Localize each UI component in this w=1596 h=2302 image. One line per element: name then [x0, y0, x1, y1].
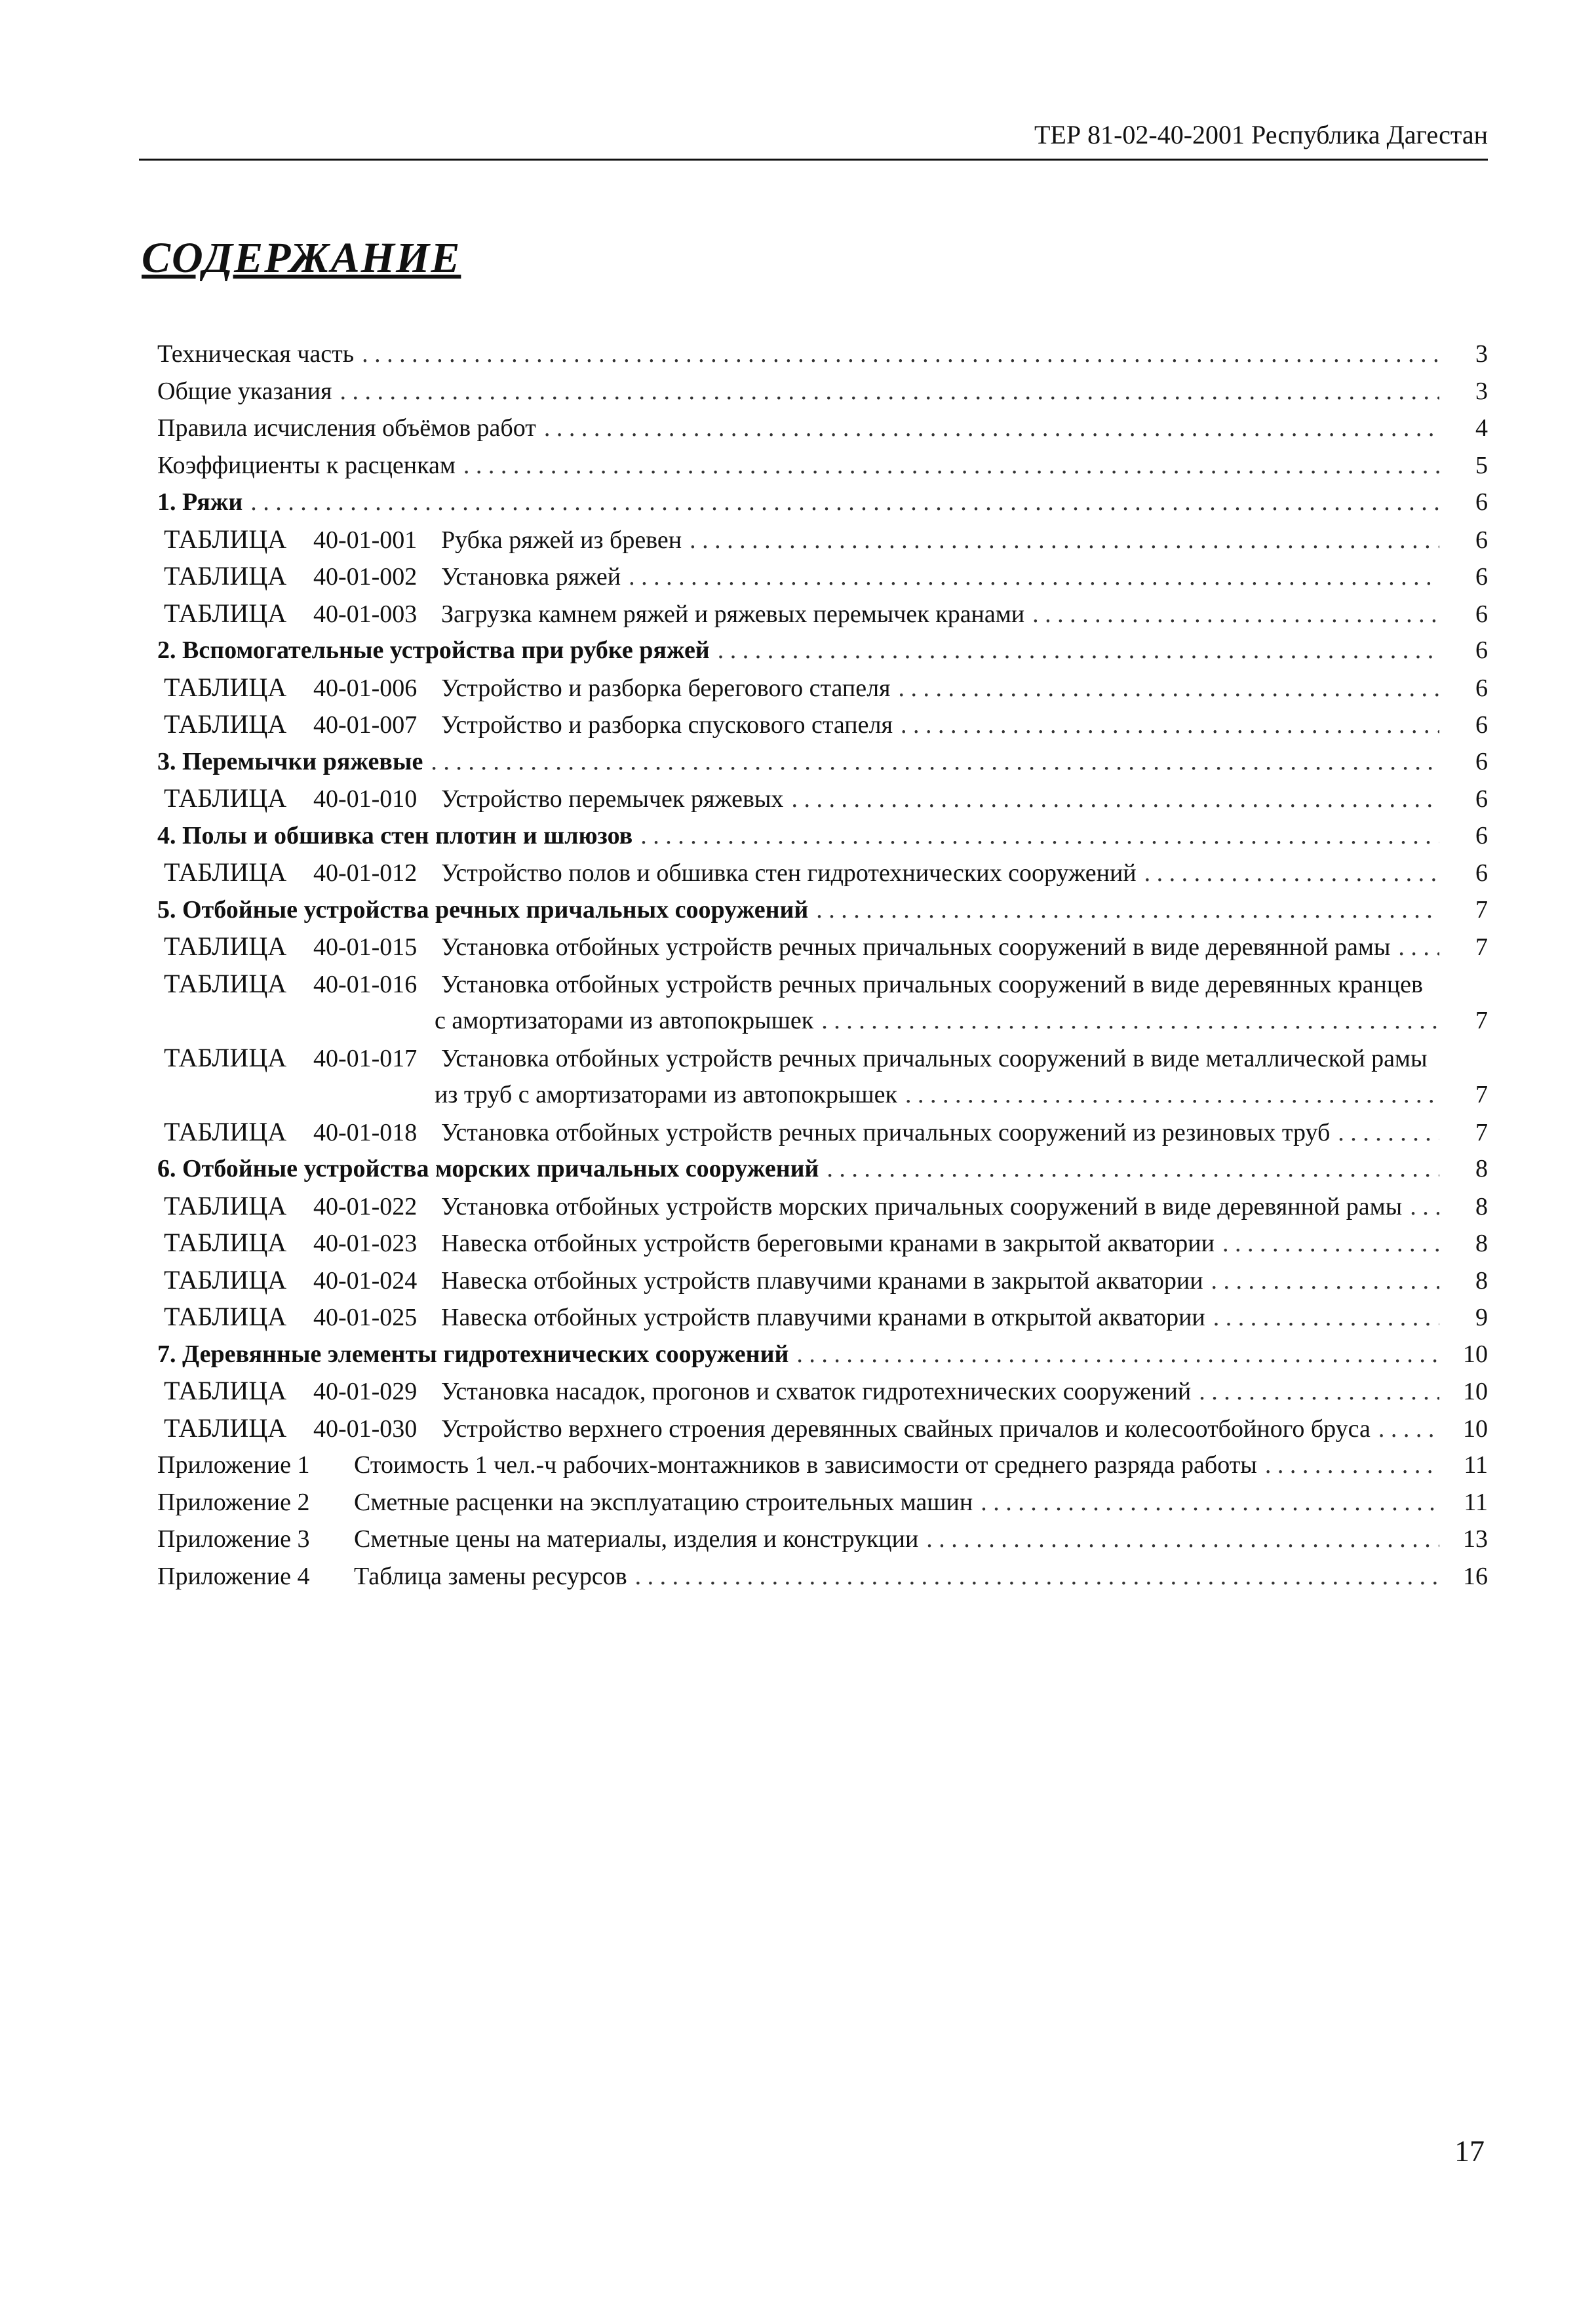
- toc-label: Устройство перемычек ряжевых: [441, 785, 784, 813]
- toc-line: [157, 966, 1488, 1003]
- table-code: 40-01-030: [313, 1414, 418, 1443]
- toc-entry[interactable]: [157, 336, 1488, 373]
- toc-label: Сметные цены на материалы, изделия и конструкции: [354, 1525, 919, 1553]
- toc-page: 6: [1475, 711, 1488, 739]
- table-code: 40-01-025: [313, 1304, 418, 1331]
- toc-line: [157, 1224, 1488, 1262]
- toc-line: [157, 891, 1488, 929]
- toc-page: 6: [1475, 600, 1488, 628]
- leader-dots: [796, 1336, 1439, 1373]
- toc-page: 7: [1475, 1118, 1488, 1146]
- toc-label-continued: из труб с амортизаторами из автопокрышек: [435, 1081, 897, 1108]
- toc-line-continued: [157, 1076, 1488, 1114]
- table-code: 40-01-001: [313, 526, 418, 554]
- toc-line: [157, 336, 1488, 373]
- toc-entry[interactable]: [157, 1150, 1488, 1188]
- toc-label: Сметные расценки на эксплуатацию строительных машин: [354, 1488, 973, 1516]
- toc-label: Загрузка камнем ряжей и ряжевых перемычек кранами: [441, 600, 1025, 628]
- table-code: 40-01-003: [313, 600, 418, 628]
- toc-page: 10: [1463, 1340, 1488, 1368]
- appendix-word: Приложение 2: [157, 1488, 310, 1516]
- leader-dots: [250, 484, 1439, 521]
- toc-label: Установка отбойных устройств речных причальных сооружений в виде металлической рамы: [441, 1044, 1428, 1072]
- toc-page: 6: [1475, 785, 1488, 813]
- toc-label: Установка отбойных устройств речных причальных сооружений из резиновых труб: [441, 1118, 1331, 1146]
- section-title: 1. Ряжи: [157, 488, 243, 516]
- toc-page: 6: [1475, 747, 1488, 775]
- toc-entry[interactable]: [157, 1410, 1488, 1447]
- table-word: ТАБЛИЦА: [164, 524, 287, 554]
- toc-entry[interactable]: [157, 780, 1488, 817]
- leader-dots: [1032, 596, 1439, 633]
- toc-entry[interactable]: [157, 410, 1488, 447]
- toc-entry[interactable]: [157, 447, 1488, 484]
- leader-dots: [901, 707, 1439, 744]
- toc-entry[interactable]: [157, 1336, 1488, 1373]
- leader-dots: [905, 1076, 1439, 1114]
- toc-page: 11: [1464, 1488, 1488, 1516]
- toc-line: [157, 1150, 1488, 1188]
- running-header: [139, 117, 1488, 161]
- toc-line: [157, 1521, 1488, 1558]
- toc-entry[interactable]: [157, 632, 1488, 669]
- toc-page: 6: [1475, 488, 1488, 516]
- toc-label: Установка ряжей: [441, 563, 621, 591]
- section-title: 2. Вспомогательные устройства при рубке ряжей: [157, 636, 710, 664]
- leader-dots: [1378, 1411, 1439, 1448]
- toc-entry[interactable]: [157, 854, 1488, 891]
- toc-line: [157, 743, 1488, 781]
- toc-page: 6: [1475, 563, 1488, 591]
- toc-line: [157, 1040, 1488, 1077]
- toc-label: Правила исчисления объёмов работ: [157, 414, 536, 442]
- leader-dots: [640, 817, 1439, 855]
- section-title: 7. Деревянные элементы гидротехнических сооружений: [157, 1340, 789, 1368]
- toc-label: Навеска отбойных устройств береговыми кранами в закрытой акватории: [441, 1230, 1215, 1257]
- leader-dots: [629, 558, 1439, 596]
- section-title: 3. Перемычки ряжевые: [157, 747, 423, 775]
- toc-entry[interactable]: [157, 891, 1488, 929]
- toc-entry[interactable]: [157, 706, 1488, 743]
- toc-label: Установка отбойных устройств речных причальных сооружений в виде деревянной рамы: [441, 933, 1391, 961]
- leader-dots: [635, 1558, 1439, 1595]
- table-code: 40-01-010: [313, 785, 418, 813]
- toc-line: [157, 706, 1488, 743]
- table-word: ТАБЛИЦА: [164, 1376, 287, 1405]
- toc-line: [157, 632, 1488, 669]
- toc-label: Устройство и разборка спускового стапеля: [441, 711, 893, 739]
- toc-line: [157, 447, 1488, 484]
- leader-dots: [791, 781, 1439, 818]
- leader-dots: [544, 410, 1439, 447]
- toc-page: 6: [1475, 859, 1488, 887]
- table-word: ТАБЛИЦА: [164, 561, 287, 591]
- toc-line: [157, 669, 1488, 707]
- table-word: ТАБЛИЦА: [164, 857, 287, 887]
- leader-dots: [340, 373, 1439, 410]
- toc-entry[interactable]: [157, 1224, 1488, 1262]
- toc-line: [157, 1188, 1488, 1225]
- table-word: ТАБЛИЦА: [164, 672, 287, 702]
- leader-dots: [1211, 1262, 1439, 1300]
- toc-entry[interactable]: [157, 1521, 1488, 1558]
- leader-dots: [899, 670, 1439, 707]
- toc-page: 7: [1475, 933, 1488, 961]
- toc-entry[interactable]: [157, 1373, 1488, 1410]
- leader-dots: [431, 743, 1439, 781]
- toc-label: Техническая часть: [157, 340, 355, 368]
- toc-label: Рубка ряжей из бревен: [441, 526, 682, 554]
- table-code: 40-01-015: [313, 933, 418, 961]
- table-word: ТАБЛИЦА: [164, 783, 287, 813]
- leader-dots: [690, 522, 1439, 559]
- leader-dots: [821, 1002, 1439, 1040]
- toc-entry[interactable]: [157, 595, 1488, 633]
- toc-line: [157, 558, 1488, 595]
- section-title: 6. Отбойные устройства морских причальных сооружений: [157, 1155, 819, 1182]
- table-code: 40-01-023: [313, 1230, 418, 1257]
- toc-line: [157, 1336, 1488, 1373]
- toc-entry[interactable]: [157, 1484, 1488, 1521]
- table-word: ТАБЛИЦА: [164, 1190, 287, 1220]
- table-word: ТАБЛИЦА: [164, 1116, 287, 1146]
- page-title: СОДЕРЖАНИЕ: [142, 234, 461, 282]
- toc-entry[interactable]: [157, 1262, 1488, 1299]
- leader-dots: [1265, 1447, 1439, 1484]
- table-word: ТАБЛИЦА: [164, 1042, 287, 1072]
- toc-page: 7: [1475, 1007, 1488, 1034]
- header-text: ТЕР 81-02-40-2001 Республика Дагестан: [1034, 120, 1488, 149]
- table-word: ТАБЛИЦА: [164, 1413, 287, 1443]
- table-code: 40-01-002: [313, 563, 418, 591]
- toc-page: 11: [1464, 1451, 1488, 1479]
- toc-entry[interactable]: [157, 1558, 1488, 1595]
- table-code: 40-01-024: [313, 1266, 418, 1295]
- toc-label: Стоимость 1 чел.-ч рабочих-монтажников в зависимости от среднего разряда работы: [354, 1451, 1257, 1479]
- toc-entry[interactable]: [157, 1040, 1488, 1114]
- toc-entry[interactable]: [157, 558, 1488, 595]
- table-code: 40-01-012: [313, 859, 418, 887]
- leader-dots: [1144, 855, 1439, 892]
- toc-page: 10: [1463, 1414, 1488, 1443]
- toc-entry[interactable]: [157, 928, 1488, 966]
- table-word: ТАБЛИЦА: [164, 1228, 287, 1257]
- toc-page: 4: [1475, 414, 1488, 442]
- toc-entry[interactable]: [157, 1188, 1488, 1225]
- toc-page: 6: [1475, 526, 1488, 554]
- toc-page: 10: [1463, 1378, 1488, 1405]
- table-of-contents: [157, 336, 1488, 1595]
- toc-label: Таблица замены ресурсов: [354, 1562, 627, 1590]
- toc-label: Коэффициенты к расценкам: [157, 451, 456, 479]
- section-title: 5. Отбойные устройства речных причальных сооружений: [157, 895, 809, 924]
- toc-line: [157, 1410, 1488, 1447]
- toc-entry[interactable]: [157, 1114, 1488, 1151]
- leader-dots: [1410, 1188, 1439, 1226]
- toc-entry[interactable]: [157, 373, 1488, 410]
- leader-dots: [718, 632, 1439, 669]
- toc-line: [157, 595, 1488, 633]
- table-word: ТАБЛИЦА: [164, 931, 287, 961]
- toc-entry[interactable]: [157, 669, 1488, 707]
- toc-entry[interactable]: [157, 966, 1488, 1040]
- leader-dots: [463, 447, 1439, 484]
- toc-line: [157, 1484, 1488, 1521]
- table-word: ТАБЛИЦА: [164, 709, 287, 739]
- toc-line: [157, 1447, 1488, 1484]
- toc-line: [157, 373, 1488, 410]
- toc-line: [157, 1373, 1488, 1410]
- leader-dots: [1222, 1225, 1439, 1262]
- toc-page: 8: [1475, 1230, 1488, 1257]
- table-code: 40-01-022: [313, 1192, 418, 1220]
- toc-line-continued: [157, 1002, 1488, 1040]
- toc-entry[interactable]: [157, 743, 1488, 781]
- toc-page: 8: [1475, 1192, 1488, 1220]
- leader-dots: [1213, 1299, 1439, 1336]
- table-code: 40-01-017: [313, 1044, 418, 1072]
- appendix-word: Приложение 4: [157, 1562, 310, 1590]
- toc-label: Навеска отбойных устройств плавучими кранами в закрытой акватории: [441, 1266, 1203, 1295]
- table-code: 40-01-006: [313, 674, 418, 702]
- page-number: 17: [1454, 2134, 1485, 2168]
- toc-line: [157, 1558, 1488, 1595]
- leader-dots: [362, 336, 1439, 373]
- toc-page: 6: [1475, 674, 1488, 702]
- toc-label: Общие указания: [157, 377, 332, 405]
- table-code: 40-01-018: [313, 1118, 418, 1146]
- table-word: ТАБЛИЦА: [164, 1302, 287, 1331]
- table-code: 40-01-016: [313, 970, 418, 998]
- appendix-word: Приложение 1: [157, 1451, 310, 1479]
- toc-label: Устройство верхнего строения деревянных свайных причалов и колесоотбойного бруса: [441, 1414, 1371, 1443]
- toc-line: [157, 484, 1488, 521]
- toc-entry[interactable]: [157, 1447, 1488, 1484]
- section-title: 4. Полы и обшивка стен плотин и шлюзов: [157, 821, 633, 849]
- toc-page: 8: [1475, 1266, 1488, 1295]
- toc-page: 13: [1463, 1525, 1488, 1553]
- toc-line: [157, 1262, 1488, 1299]
- leader-dots: [1398, 929, 1439, 966]
- toc-page: 6: [1475, 821, 1488, 849]
- toc-label: Устройство полов и обшивка стен гидротехнических сооружений: [441, 859, 1137, 887]
- toc-page: 9: [1475, 1304, 1488, 1331]
- toc-page: 5: [1475, 451, 1488, 479]
- toc-line: [157, 854, 1488, 891]
- toc-page: 8: [1475, 1155, 1488, 1182]
- toc-label: Установка отбойных устройств морских причальных сооружений в виде деревянной рамы: [441, 1192, 1403, 1220]
- toc-line: [157, 410, 1488, 447]
- toc-label: Установка отбойных устройств речных причальных сооружений в виде деревянных кранцев: [441, 970, 1423, 998]
- toc-page: 16: [1463, 1562, 1488, 1590]
- table-word: ТАБЛИЦА: [164, 968, 287, 998]
- toc-entry[interactable]: [157, 817, 1488, 855]
- toc-page: 3: [1475, 340, 1488, 368]
- leader-dots: [816, 891, 1439, 929]
- toc-line: [157, 928, 1488, 966]
- toc-line: [157, 817, 1488, 855]
- table-word: ТАБЛИЦА: [164, 1264, 287, 1295]
- toc-line: [157, 780, 1488, 817]
- appendix-word: Приложение 3: [157, 1525, 310, 1553]
- toc-entry[interactable]: [157, 521, 1488, 558]
- toc-page: 3: [1475, 377, 1488, 405]
- table-code: 40-01-029: [313, 1378, 418, 1405]
- toc-label: Установка насадок, прогонов и схваток гидротехнических сооружений: [441, 1378, 1192, 1405]
- toc-line: [157, 1298, 1488, 1336]
- table-word: ТАБЛИЦА: [164, 598, 287, 628]
- leader-dots: [1199, 1373, 1439, 1411]
- toc-entry[interactable]: [157, 1298, 1488, 1336]
- toc-label: Устройство и разборка берегового стапеля: [441, 674, 891, 702]
- leader-dots: [981, 1484, 1439, 1521]
- toc-label: Навеска отбойных устройств плавучими кранами в открытой акватории: [441, 1304, 1205, 1331]
- table-code: 40-01-007: [313, 711, 418, 739]
- leader-dots: [926, 1521, 1439, 1558]
- leader-dots: [1338, 1114, 1439, 1152]
- toc-label-continued: с амортизаторами из автопокрышек: [435, 1007, 814, 1034]
- toc-page: 6: [1475, 636, 1488, 664]
- toc-line: [157, 1114, 1488, 1151]
- toc-page: 7: [1475, 1081, 1488, 1108]
- toc-entry[interactable]: [157, 484, 1488, 521]
- toc-line: [157, 521, 1488, 558]
- toc-page: 7: [1475, 895, 1488, 924]
- leader-dots: [827, 1150, 1439, 1188]
